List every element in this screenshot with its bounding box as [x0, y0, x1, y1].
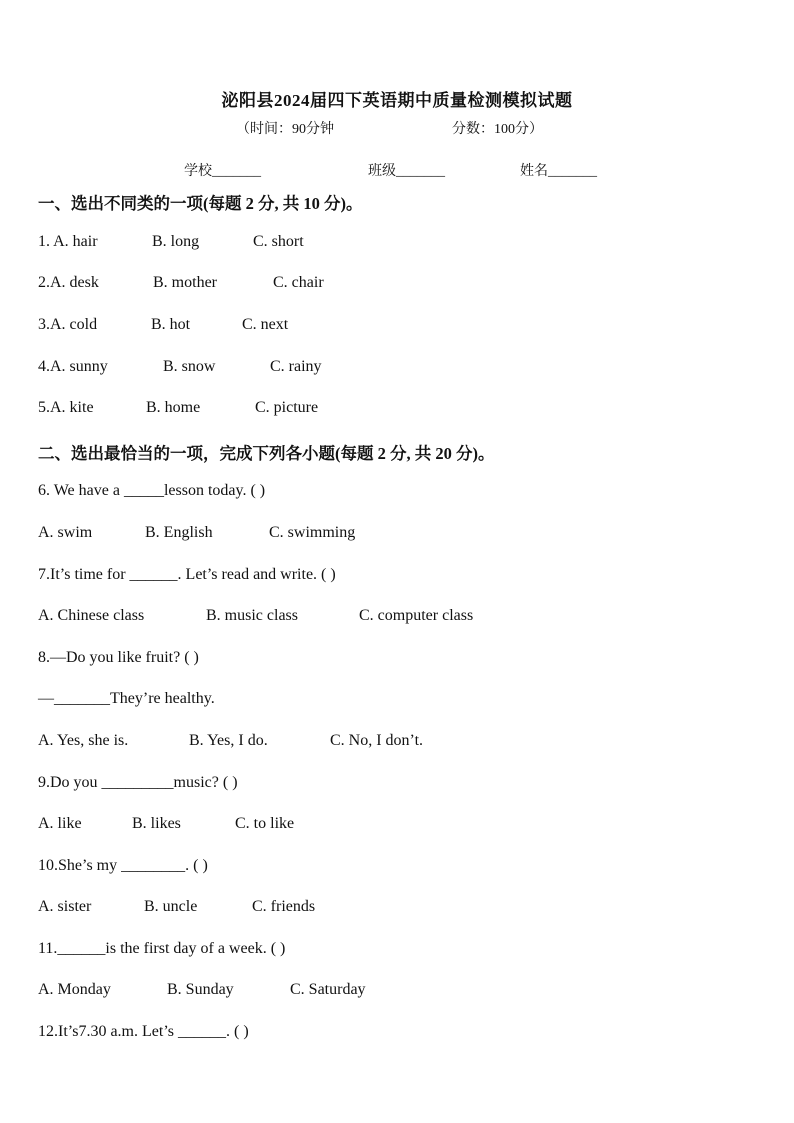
name-field: 姓名_______ [520, 164, 597, 179]
option-b: B. Sunday [167, 981, 234, 998]
question-8-options [38, 732, 423, 750]
section1-heading: 一、选出不同类的一项(每题 2 分, 共 10 分)。 [38, 194, 363, 213]
class-field: 班级_______ [368, 164, 445, 179]
option-a: A. Yes, she is. [38, 732, 129, 749]
option-c: C. to like [235, 815, 295, 832]
option-a: 3.A. cold [38, 316, 98, 333]
option-a: A. Chinese class [38, 607, 145, 624]
option-c: C. computer class [359, 607, 474, 624]
question-3 [38, 316, 288, 334]
option-a: 5.A. kite [38, 399, 94, 416]
option-b: B. likes [132, 815, 181, 832]
option-c: C. picture [255, 399, 319, 416]
question-11-stem: 11.______is the first day of a week. ( ) [38, 940, 286, 957]
question-7-stem: 7.It’s time for ______. Let’s read and write. ( ) [38, 566, 336, 583]
question-8-reply: —_______They’re healthy. [38, 690, 215, 707]
option-a: A. swim [38, 524, 93, 541]
option-a: 1. A. hair [38, 233, 98, 250]
option-c: C. rainy [270, 358, 322, 375]
question-9-options [38, 815, 294, 833]
option-c: C. next [242, 316, 289, 333]
option-b: B. long [152, 233, 200, 250]
option-c: C. swimming [269, 524, 356, 541]
question-9-stem: 9.Do you _________music? ( ) [38, 774, 238, 791]
option-a: 4.A. sunny [38, 358, 108, 375]
question-2 [38, 274, 324, 292]
question-8-stem: 8.—Do you like fruit? ( ) [38, 649, 199, 666]
option-c: C. No, I don’t. [330, 732, 424, 749]
question-10-stem: 10.She’s my ________. ( ) [38, 857, 208, 874]
exam-title: 泌阳县2024届四下英语期中质量检测模拟试题 [221, 91, 573, 110]
school-field: 学校_______ [184, 164, 261, 179]
option-b: B. music class [206, 607, 298, 624]
option-b: B. snow [163, 358, 216, 375]
option-b: B. English [145, 524, 213, 541]
question-11-options [38, 981, 366, 999]
exam-time: （时间：90分钟 [236, 122, 334, 137]
option-b: B. uncle [144, 898, 198, 915]
question-6-stem: 6. We have a _____lesson today. ( ) [38, 482, 266, 499]
question-12-stem: 12.It’s7.30 a.m. Let’s ______. ( ) [38, 1023, 249, 1040]
option-b: B. Yes, I do. [189, 732, 268, 749]
question-7-options [38, 607, 473, 625]
option-c: C. friends [252, 898, 316, 915]
option-a: 2.A. desk [38, 274, 99, 291]
question-10-options [38, 898, 315, 916]
option-a: A. Monday [38, 981, 111, 998]
question-4 [38, 358, 322, 376]
option-a: A. sister [38, 898, 92, 915]
option-c: C. Saturday [290, 981, 366, 998]
question-5 [38, 399, 318, 417]
section2-heading: 二、选出最恰当的一项，完成下列各小题(每题 2 分, 共 20 分)。 [38, 444, 495, 463]
question-1 [38, 233, 304, 251]
exam-score: 分数：100分） [452, 122, 543, 137]
option-a: A. like [38, 815, 82, 832]
question-6-options [38, 524, 355, 542]
option-b: B. home [146, 399, 201, 416]
option-c: C. short [253, 233, 304, 250]
option-b: B. hot [151, 316, 191, 333]
option-b: B. mother [153, 274, 217, 291]
option-c: C. chair [273, 274, 324, 291]
